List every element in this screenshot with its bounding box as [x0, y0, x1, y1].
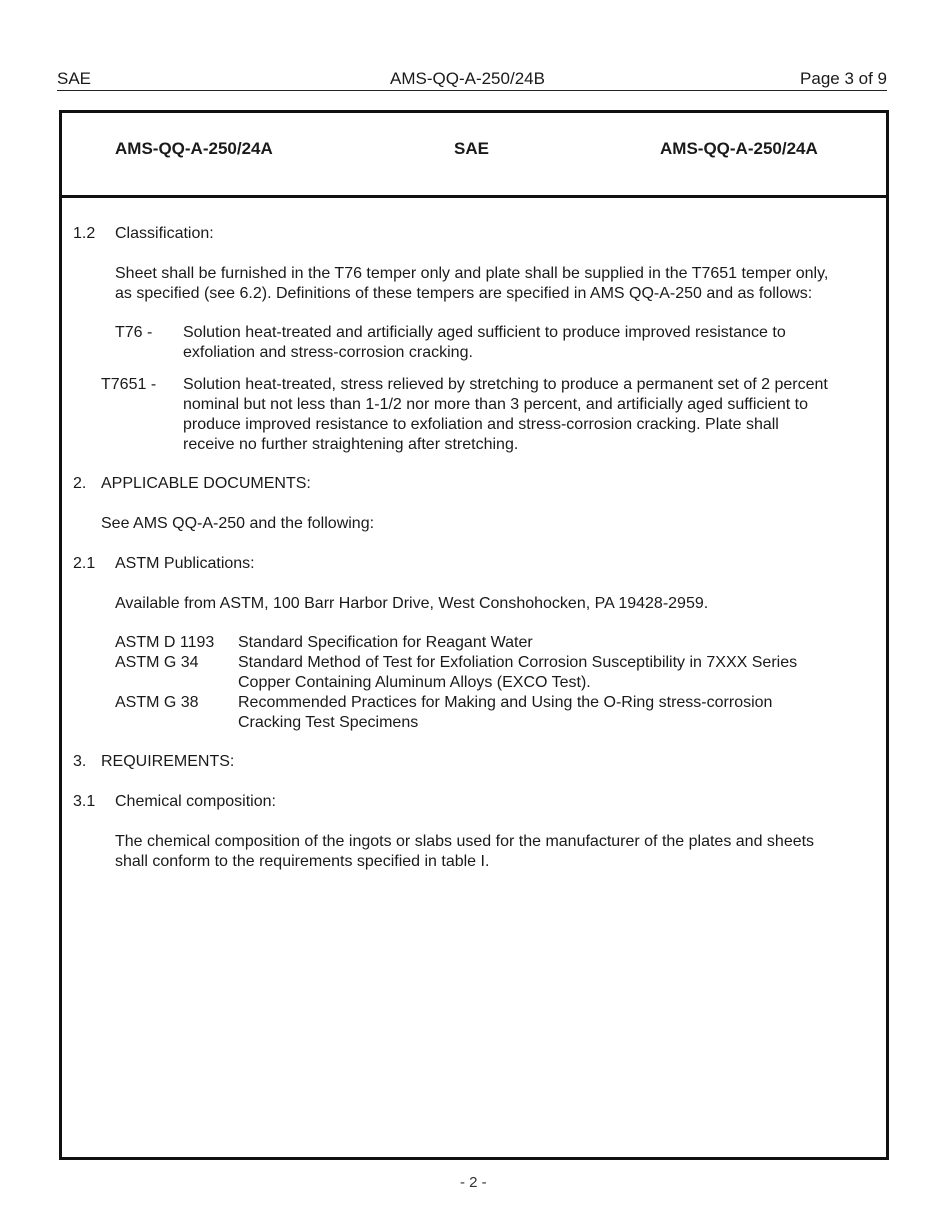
section-1-2-number: 1.2 — [73, 225, 96, 242]
reference-code: ASTM G 38 — [115, 694, 199, 711]
reference-title: Standard Specification for Reagant Water — [238, 634, 533, 651]
section-1-2-para-line: Sheet shall be furnished in the T76 temper only and plate shall be supplied in the T7651 temper only, — [115, 265, 829, 282]
section-3-1-para-line: shall conform to the requirements specified in table I. — [115, 853, 490, 870]
section-1-2-para-line: as specified (see 6.2). Definitions of these tempers are specified in AMS QQ-A-250 and as follows: — [115, 285, 813, 302]
frame-header — [62, 113, 886, 198]
reference-title: Recommended Practices for Making and Using the O-Ring stress-corrosion — [238, 694, 773, 711]
section-2-title: APPLICABLE DOCUMENTS: — [101, 475, 311, 492]
section-3-1-number: 3.1 — [73, 793, 96, 810]
reference-code: ASTM D 1193 — [115, 634, 215, 651]
reference-code: ASTM G 34 — [115, 654, 199, 671]
section-3-number: 3. — [73, 753, 87, 770]
reference-title: Standard Method of Test for Exfoliation Corrosion Susceptibility in 7XXX Series — [238, 654, 798, 671]
astm-availability: Available from ASTM, 100 Barr Harbor Drive, West Conshohocken, PA 19428-2959. — [115, 595, 709, 612]
temper-t76-definition-line: Solution heat-treated and artificially aged sufficient to produce improved resistance to — [183, 324, 786, 341]
page-header — [57, 68, 887, 91]
frame-header-center: SAE — [454, 139, 489, 158]
temper-t7651-definition-line: nominal but not less than 1-1/2 nor more than 3 percent, and artificially aged sufficient to — [183, 396, 808, 413]
temper-t76-definition-line: exfoliation and stress-corrosion cracking. — [183, 344, 473, 361]
frame-header-left: AMS-QQ-A-250/24A — [115, 139, 273, 158]
section-2-number: 2. — [73, 475, 87, 492]
header-page-number: Page 3 of 9 — [800, 69, 887, 88]
section-2-text: See AMS QQ-A-250 and the following: — [101, 515, 375, 532]
section-2-1-number: 2.1 — [73, 555, 96, 572]
reference-title-continued: Copper Containing Aluminum Alloys (EXCO Test). — [238, 674, 591, 691]
temper-t7651-definition-line: Solution heat-treated, stress relieved by stretching to produce a permanent set of 2 percent — [183, 376, 828, 393]
section-1-2-title: Classification: — [115, 225, 214, 242]
temper-t7651-term: T7651 - — [101, 376, 157, 393]
temper-t76-term: T76 - — [115, 324, 153, 341]
header-org: SAE — [57, 69, 92, 88]
footer-page-marker: - 2 - — [460, 1174, 487, 1191]
frame-header-right: AMS-QQ-A-250/24A — [660, 139, 818, 158]
reference-title-continued: Cracking Test Specimens — [238, 714, 419, 731]
section-3-title: REQUIREMENTS: — [101, 753, 235, 770]
temper-t7651-definition-line: produce improved resistance to exfoliation and stress-corrosion cracking. Plate shall — [183, 416, 779, 433]
header-doc-number: AMS-QQ-A-250/24B — [390, 69, 545, 88]
section-2-1-title: ASTM Publications: — [115, 555, 255, 572]
section-3-1-para-line: The chemical composition of the ingots or slabs used for the manufacturer of the plates and sheets — [115, 833, 815, 850]
temper-t7651-definition-line: receive no further straightening after stretching. — [183, 436, 519, 453]
section-3-1-title: Chemical composition: — [115, 793, 276, 810]
